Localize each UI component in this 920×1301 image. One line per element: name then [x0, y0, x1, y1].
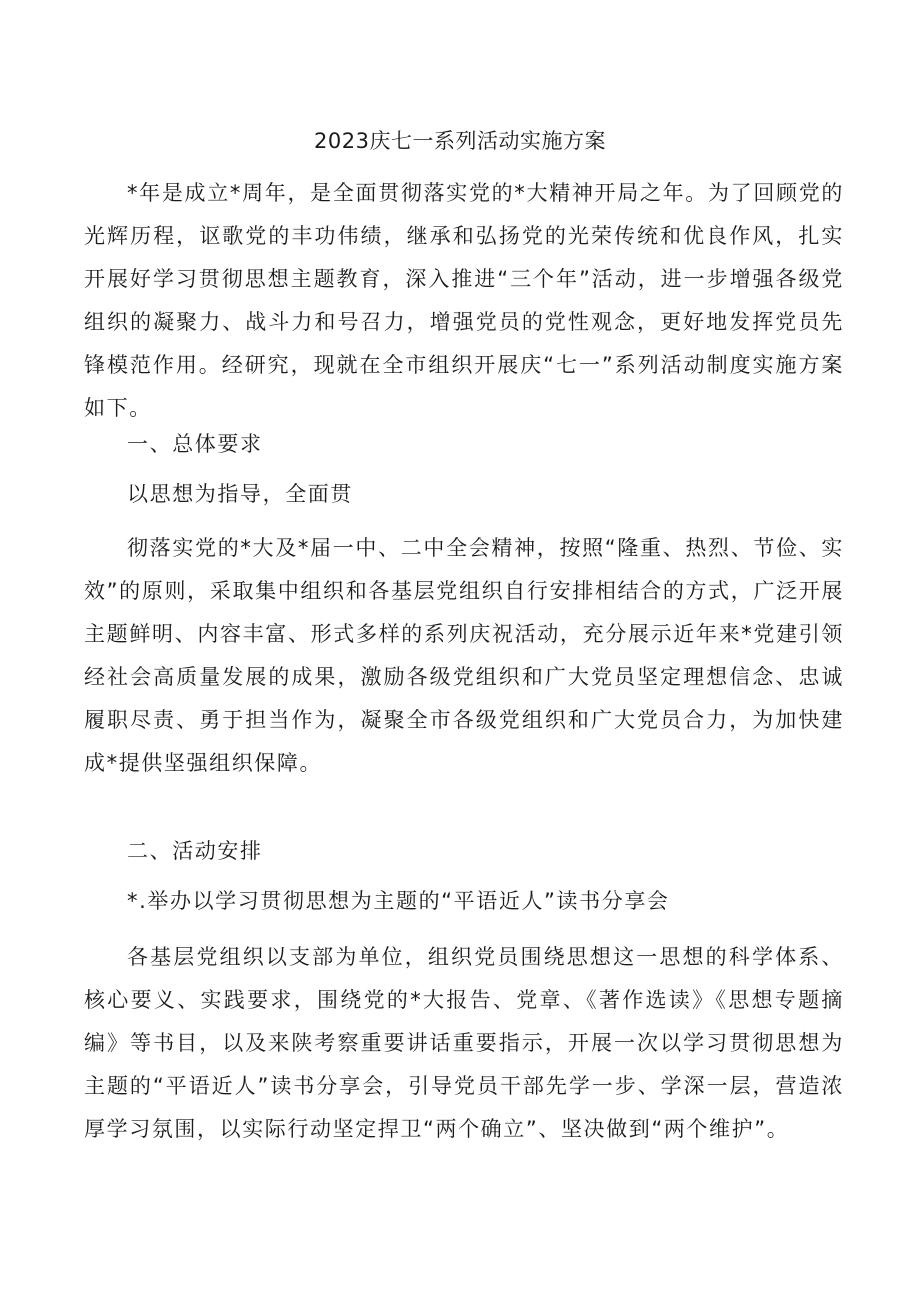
guiding-line: 以思想为指导，全面贯	[127, 482, 353, 506]
item-heading-reading-session: *.举办以学习贯彻思想为主题的“平语近人”读书分享会	[127, 889, 670, 913]
overall-requirements-paragraph: 彻落实党的*大及*届一中、二中全会精神，按照“隆重、热烈、节俭、实效”的原则，采取集中组织和各基层党组织自行安排相结合的方式，广泛开展主题鲜明、内容丰富、形式多样的系列庆祝活动，充分展示近年来*党建引领经社会高质量发展的成果，激励各级党组织和广大党员坚定理想信念、忠诚履职尽责、勇于担当作为，凝聚全市各级党组织和广大党员合力，为加快建成*提供坚强组织保障。	[84, 536, 844, 775]
section-heading-overall-requirements: 一、总体要求	[127, 432, 263, 456]
intro-paragraph: *年是成立*周年，是全面贯彻落实党的*大精神开局之年。为了回顾党的光辉历程，讴歌党的丰功伟绩，继承和弘扬党的光荣传统和优良作风，扎实开展好学习贯彻思想主题教育，深入推进“三个年”活动，进一步增强各级党组织的凝聚力、战斗力和号召力，增强党员的党性观念，更好地发挥党员先锋模范作用。经研究，现就在全市组织开展庆“七一”系列活动制度实施方案如下。	[84, 181, 844, 420]
section-heading-activity-arrangement: 二、活动安排	[127, 839, 263, 863]
reading-session-paragraph: 各基层党组织以支部为单位，组织党员围绕思想这一思想的科学体系、核心要义、实践要求，围绕党的*大报告、党章、《著作选读》《思想专题摘编》等书目，以及来陕考察重要讲话重要指示，开展一次以学习贯彻思想为主题的“平语近人”读书分享会，引导党员干部先学一步、学深一层，营造浓厚学习氛围，以实际行动坚定捍卫“两个确立”、坚决做到“两个维护”。	[84, 945, 844, 1141]
document-title: 2023庆七一系列活动实施方案	[314, 129, 606, 153]
